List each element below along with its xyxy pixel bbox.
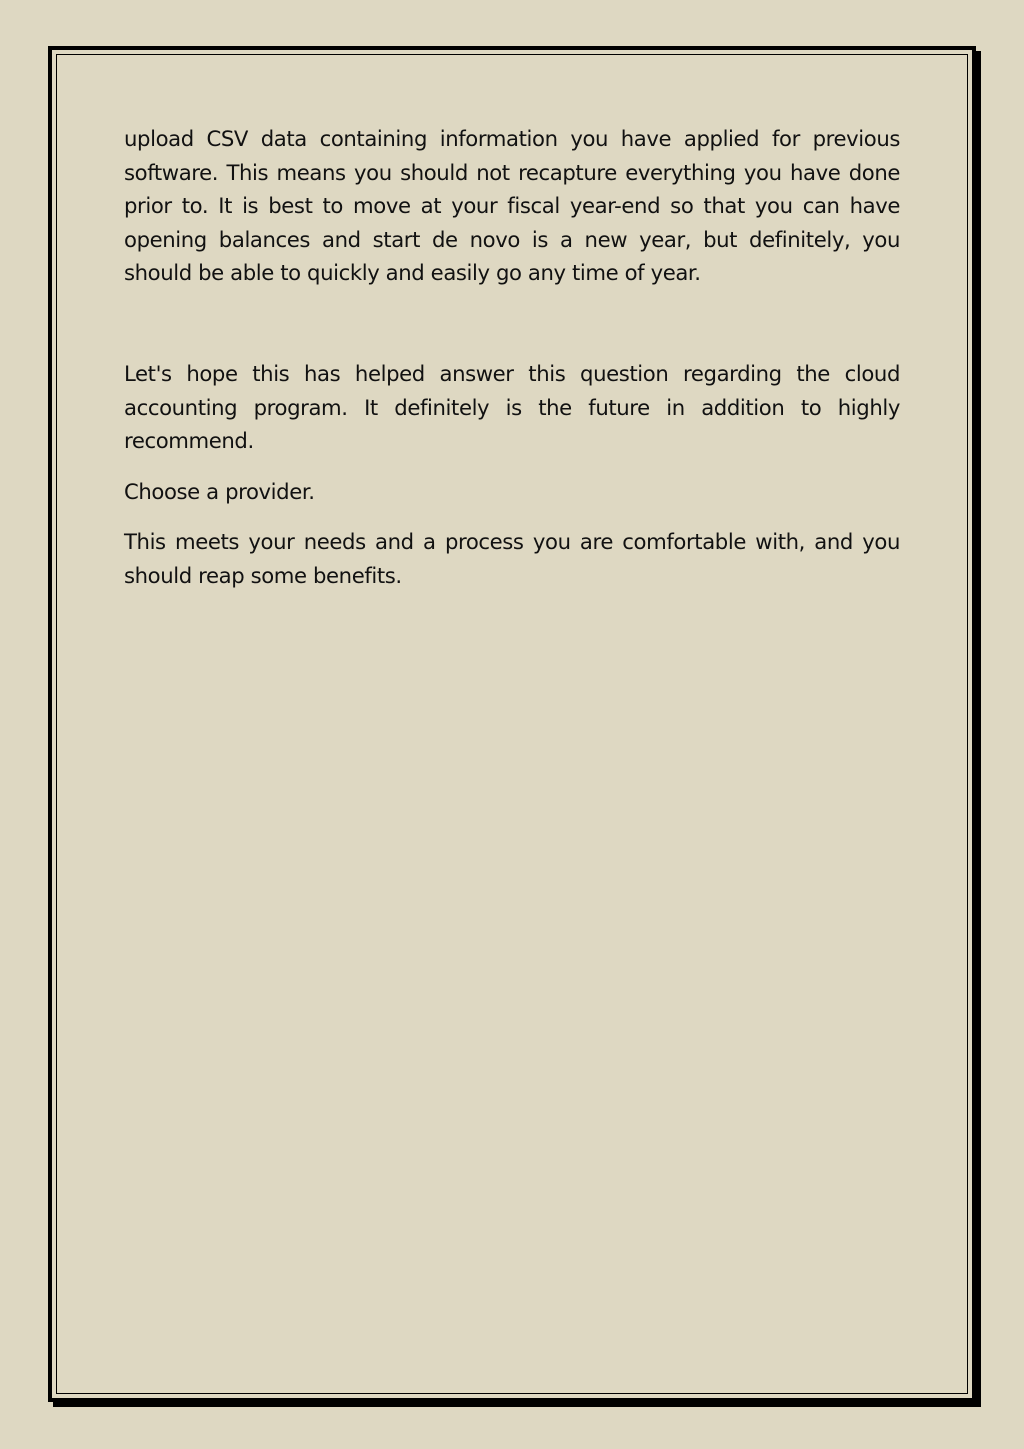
paragraph-spacer [124,508,900,525]
document-body [124,122,900,593]
paragraph-conclusion: Let's hope this has helped answer this question regarding the cloud accounting program. It definitely is the future in addition to highly recommend. [124,360,900,454]
paragraph-spacer [124,458,900,475]
paragraph-choose-provider: Choose a provider. [124,478,315,504]
paragraph-spacer [124,290,900,357]
paragraph-csv-upload: upload CSV data containing information you have applied for previous software. This means you should not recapture everything you have done prior to. It is best to move at your fiscal year-end so that you can have opening balances and start de novo is a new year, but definitely, you should be able to quickly and easily go any time of year. [124,126,900,286]
paragraph-benefits: This meets your needs and a process you are comfortable with, and you should reap some benefits. [124,529,900,588]
